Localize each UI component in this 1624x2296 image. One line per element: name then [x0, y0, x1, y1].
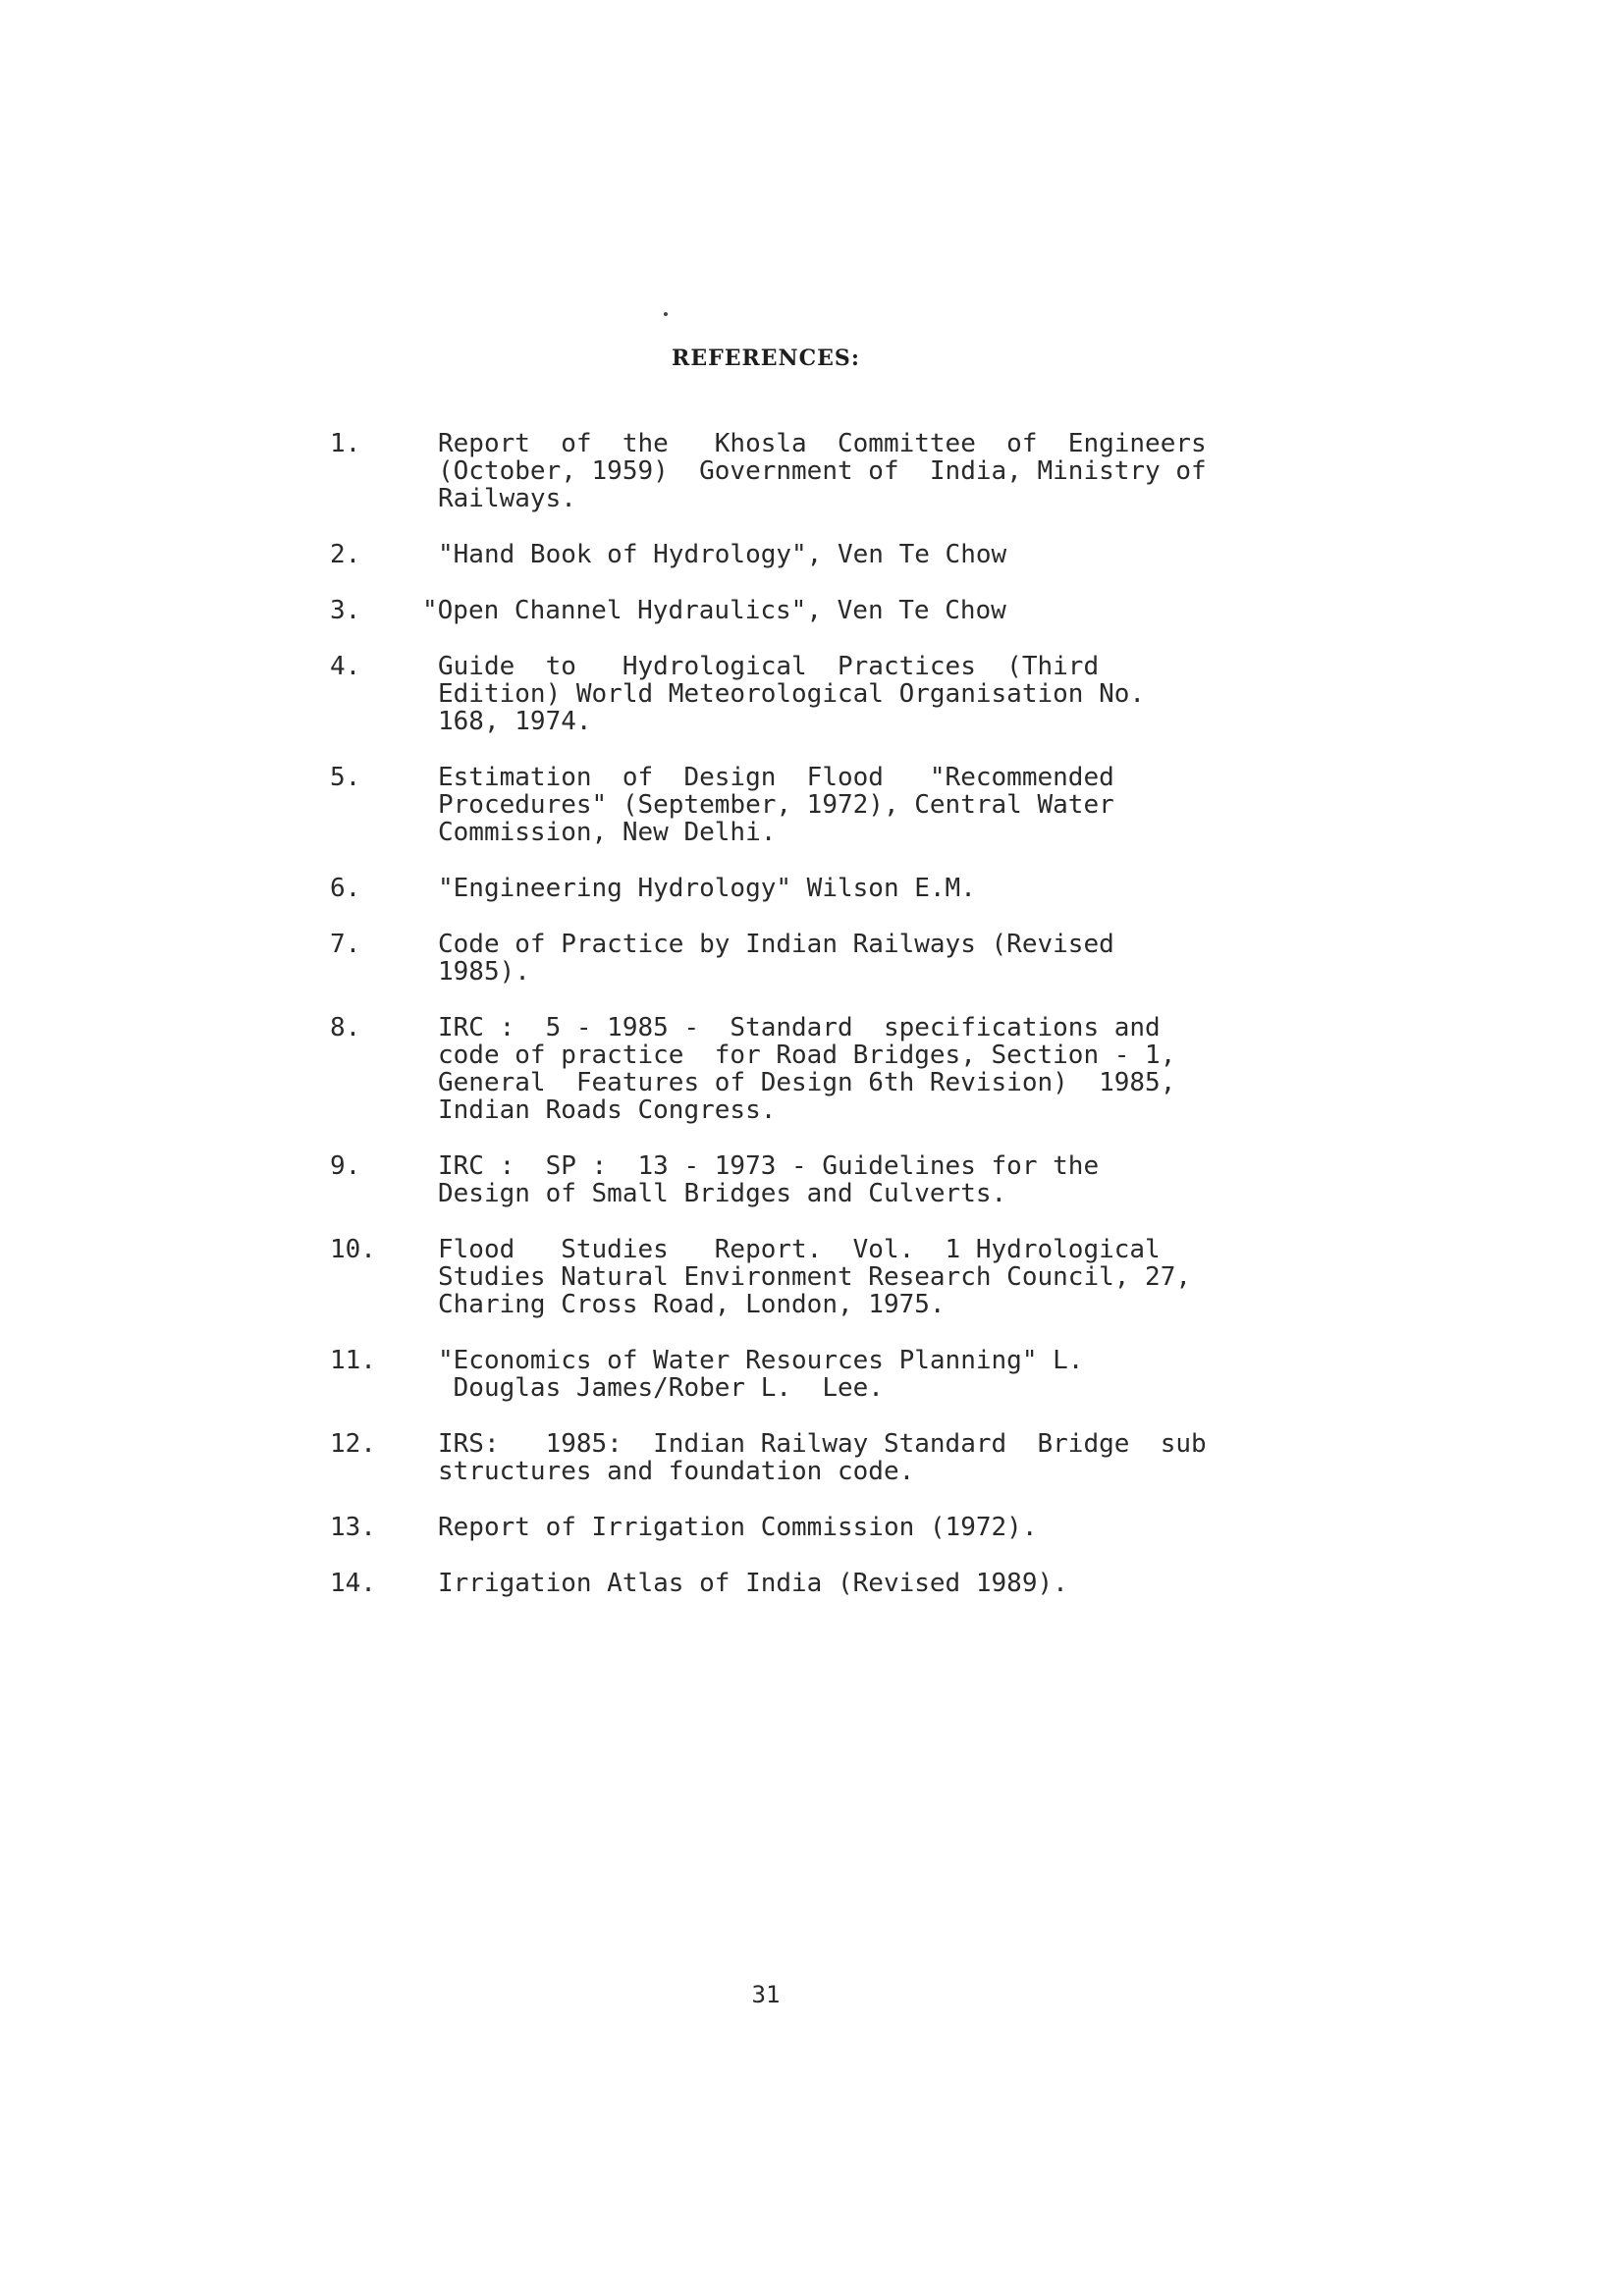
- reference-item-5: [330, 764, 1351, 846]
- reference-number: 6.: [330, 874, 361, 903]
- reference-text: "Hand Book of Hydrology", Ven Te Chow: [438, 540, 1007, 569]
- page-number: 31: [751, 1981, 781, 2008]
- reference-text: IRC : 5 - 1985 - Standard specifications and code of practice for Road Bridges, Section - 1, General Features of Design 6th Revision) 1985, Indian Roads Congress.: [438, 1013, 1176, 1125]
- reference-number: 13.: [330, 1513, 376, 1542]
- reference-text: IRC : SP : 13 - 1973 - Guidelines for the Design of Small Bridges and Culverts.: [438, 1151, 1100, 1208]
- reference-list: [330, 430, 1351, 1626]
- reference-number: 12.: [330, 1429, 376, 1459]
- scan-speck: [664, 312, 668, 316]
- reference-text: "Engineering Hydrology" Wilson E.M.: [438, 874, 976, 903]
- reference-item-1: [330, 430, 1351, 512]
- reference-text: "Economics of Water Resources Planning" L. Douglas James/Rober L. Lee.: [438, 1346, 1084, 1403]
- reference-item-11: [330, 1347, 1351, 1402]
- references-heading: REFERENCES:: [672, 346, 860, 371]
- reference-number: 14.: [330, 1569, 376, 1598]
- reference-item-8: [330, 1014, 1351, 1124]
- reference-item-2: [330, 541, 1351, 568]
- reference-text: "Open Channel Hydraulics", Ven Te Chow: [422, 596, 1006, 625]
- reference-item-3: [330, 597, 1351, 624]
- reference-number: 4.: [330, 652, 361, 681]
- reference-item-7: [330, 931, 1351, 986]
- reference-number: 8.: [330, 1013, 361, 1042]
- reference-number: 10.: [330, 1235, 376, 1264]
- reference-item-14: [330, 1570, 1351, 1597]
- reference-text: Code of Practice by Indian Railways (Revised 1985).: [438, 930, 1114, 987]
- reference-number: 2.: [330, 540, 361, 569]
- reference-text: Report of the Khosla Committee of Engineers (October, 1959) Government of India, Ministry of Railways.: [438, 429, 1207, 513]
- reference-item-4: [330, 653, 1351, 735]
- reference-item-10: [330, 1236, 1351, 1318]
- reference-item-9: [330, 1152, 1351, 1207]
- reference-number: 7.: [330, 930, 361, 959]
- reference-item-13: [330, 1514, 1351, 1541]
- reference-number: 1.: [330, 429, 361, 458]
- reference-text: IRS: 1985: Indian Railway Standard Bridge sub structures and foundation code.: [438, 1429, 1207, 1486]
- reference-number: 5.: [330, 763, 361, 792]
- reference-text: Flood Studies Report. Vol. 1 Hydrological Studies Natural Environment Research Council, 27, Charing Cross Road, London, 1975.: [438, 1235, 1192, 1319]
- reference-number: 11.: [330, 1346, 376, 1375]
- reference-item-12: [330, 1430, 1351, 1485]
- reference-item-6: [330, 875, 1351, 902]
- reference-number: 3.: [330, 596, 361, 625]
- reference-number: 9.: [330, 1151, 361, 1181]
- reference-text: Estimation of Design Flood "Recommended Procedures" (September, 1972), Central Water Commission, New Delhi.: [438, 763, 1114, 847]
- reference-text: Irrigation Atlas of India (Revised 1989).: [438, 1569, 1068, 1598]
- reference-text: Guide to Hydrological Practices (Third Edition) World Meteorological Organisation No. 168, 1974.: [438, 652, 1146, 736]
- reference-text: Report of Irrigation Commission (1972).: [438, 1513, 1038, 1542]
